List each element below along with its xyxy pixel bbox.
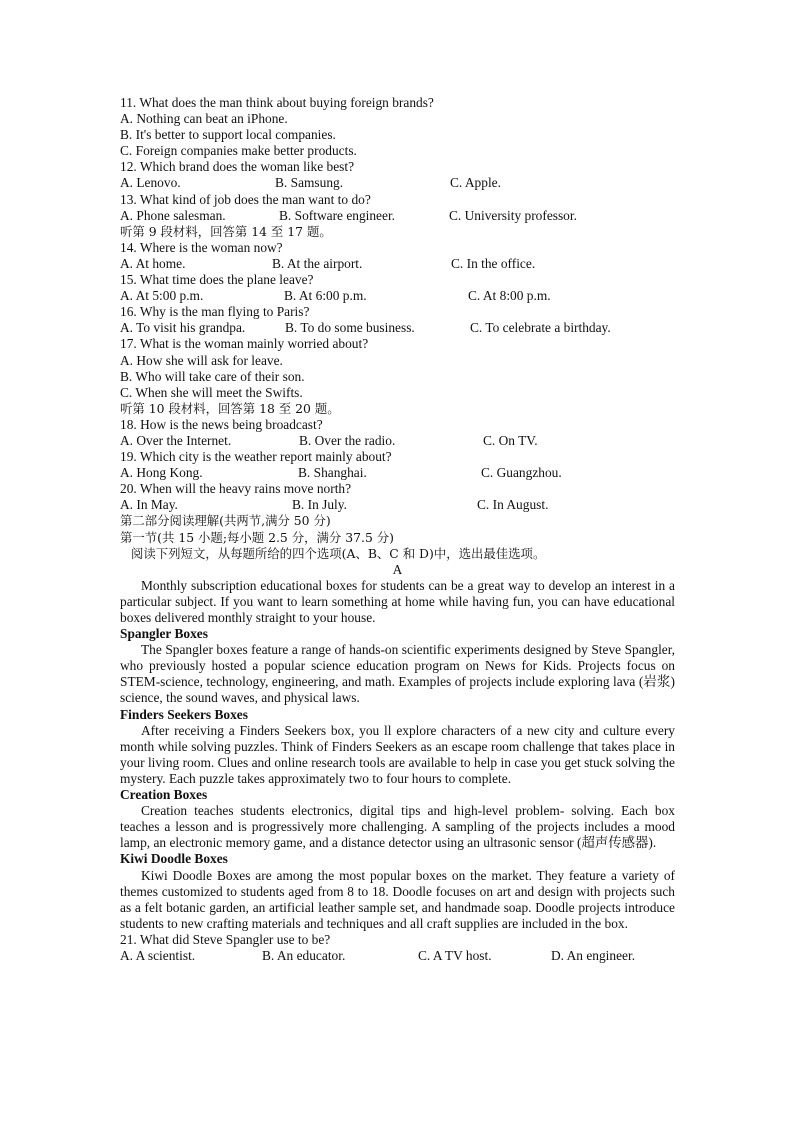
option-15a: A. At 5:00 p.m. — [120, 288, 204, 304]
option-17c: C. When she will meet the Swifts. — [120, 384, 303, 400]
option-13b: B. Software engineer. — [279, 207, 396, 223]
option-12a: A. Lenovo. — [120, 175, 181, 191]
options-21 — [120, 948, 675, 964]
option-13c: C. University professor. — [449, 207, 577, 223]
kiwi-heading: Kiwi Doodle Boxes — [120, 851, 228, 867]
option-11b: B. It's better to support local companies. — [120, 127, 336, 143]
spangler-text: The Spangler boxes feature a range of hands-on scientific experiments designed by Steve Spangler, who previously hosted a popular science education program on News for Kids. Projects focus on STEM-science, technology, engineering, and math. Examples of projects include exploring lava (岩浆) science, the sound waves, and physical laws. — [120, 642, 675, 706]
options-15 — [120, 288, 675, 304]
options-13 — [120, 208, 675, 224]
reading-instruction: 阅读下列短文，从每题所给的四个选项(A、B、C 和 D)中，选出最佳选项。 — [131, 545, 546, 561]
passage-intro: Monthly subscription educational boxes for students can be a great way to develop an interest in a particular subject. If you want to learn something at home while having fun, you can have educational boxes delivered monthly straight to your house. — [120, 577, 675, 625]
options-20 — [120, 497, 675, 513]
option-18a: A. Over the Internet. — [120, 432, 232, 448]
exam-page — [120, 95, 675, 964]
creation-heading: Creation Boxes — [120, 787, 208, 803]
spangler-heading: Spangler Boxes — [120, 626, 208, 642]
kiwi-text: Kiwi Doodle Boxes are among the most popular boxes on the market. They feature a variety of themes customized to students aged from 8 to 18. Doodle focuses on art and design with projects such as a felt botanic garden, an artificial leather sample set, and handmade soap. Doodle projects introduce students to new crafting materials and techniques and all craft supplies are included in the box. — [120, 867, 675, 931]
option-11a: A. Nothing can beat an iPhone. — [120, 111, 288, 127]
option-13a: A. Phone salesman. — [120, 207, 226, 223]
option-15c: C. At 8:00 p.m. — [468, 288, 551, 304]
section-9-instruction: 听第 9 段材料，回答第 14 至 17 题。 — [120, 223, 332, 239]
question-17: 17. What is the woman mainly worried about? — [120, 336, 369, 352]
option-14a: A. At home. — [120, 255, 186, 271]
question-19: 19. Which city is the weather report mainly about? — [120, 449, 392, 465]
finders-text: After receiving a Finders Seekers box, you ll explore characters of a new city and culture every month while solving puzzles. Think of Finders Seekers as an escape room challenge that takes place in your living room. Clues and online research tools are available to help in case you get stuck solving the mystery. Each puzzle takes approximately two to four hours to complete. — [120, 722, 675, 786]
option-16c: C. To celebrate a birthday. — [470, 320, 611, 336]
options-18 — [120, 433, 675, 449]
option-20a: A. In May. — [120, 497, 178, 513]
option-15b: B. At 6:00 p.m. — [284, 288, 367, 304]
finders-heading: Finders Seekers Boxes — [120, 706, 248, 722]
options-19 — [120, 465, 675, 481]
option-17a: A. How she will ask for leave. — [120, 352, 283, 368]
options-16 — [120, 320, 675, 336]
passage-label: A — [392, 561, 403, 577]
creation-text: Creation teaches students electronics, digital tips and high-level problem- solving. Each box teaches a lesson and is progressively more challenging. A sampling of the projects includes a mood lamp, an electronic memory game, and a distance detector using an ultrasonic sensor (超声传感器). — [120, 803, 675, 851]
option-20b: B. In July. — [292, 497, 347, 513]
option-12c: C. Apple. — [450, 175, 501, 191]
question-21: 21. What did Steve Spangler use to be? — [120, 931, 331, 947]
question-13: 13. What kind of job does the man want to do? — [120, 191, 371, 207]
question-20: 20. When will the heavy rains move north? — [120, 481, 352, 497]
option-14c: C. In the office. — [451, 255, 536, 271]
question-18: 18. How is the news being broadcast? — [120, 416, 323, 432]
option-18b: B. Over the radio. — [299, 432, 396, 448]
option-21b: B. An educator. — [262, 947, 346, 963]
option-16a: A. To visit his grandpa. — [120, 320, 246, 336]
option-21a: A. A scientist. — [120, 947, 196, 963]
options-12 — [120, 175, 675, 191]
question-11: 11. What does the man think about buying foreign brands? — [120, 95, 434, 110]
question-12: 12. Which brand does the woman like best? — [120, 159, 355, 175]
question-14: 14. Where is the woman now? — [120, 239, 283, 255]
option-19b: B. Shanghai. — [298, 465, 367, 481]
reading-section-title: 第一节(共 15 小题;每小题 2.5 分，满分 37.5 分) — [120, 529, 395, 545]
option-17b: B. Who will take care of their son. — [120, 368, 305, 384]
section-10-instruction: 听第 10 段材料，回答第 18 至 20 题。 — [120, 400, 340, 416]
question-15: 15. What time does the plane leave? — [120, 272, 314, 288]
option-11c: C. Foreign companies make better products. — [120, 143, 357, 159]
option-14b: B. At the airport. — [272, 255, 363, 271]
option-19a: A. Hong Kong. — [120, 465, 203, 481]
option-21d: D. An engineer. — [551, 947, 636, 963]
option-12b: B. Samsung. — [275, 175, 344, 191]
options-14 — [120, 256, 675, 272]
option-19c: C. Guangzhou. — [481, 465, 562, 481]
reading-part-title: 第二部分阅读理解(共两节,满分 50 分) — [120, 513, 331, 529]
option-20c: C. In August. — [477, 497, 549, 513]
option-16b: B. To do some business. — [285, 320, 415, 336]
option-18c: C. On TV. — [483, 432, 538, 448]
question-16: 16. Why is the man flying to Paris? — [120, 304, 310, 320]
option-21c: C. A TV host. — [418, 947, 492, 963]
